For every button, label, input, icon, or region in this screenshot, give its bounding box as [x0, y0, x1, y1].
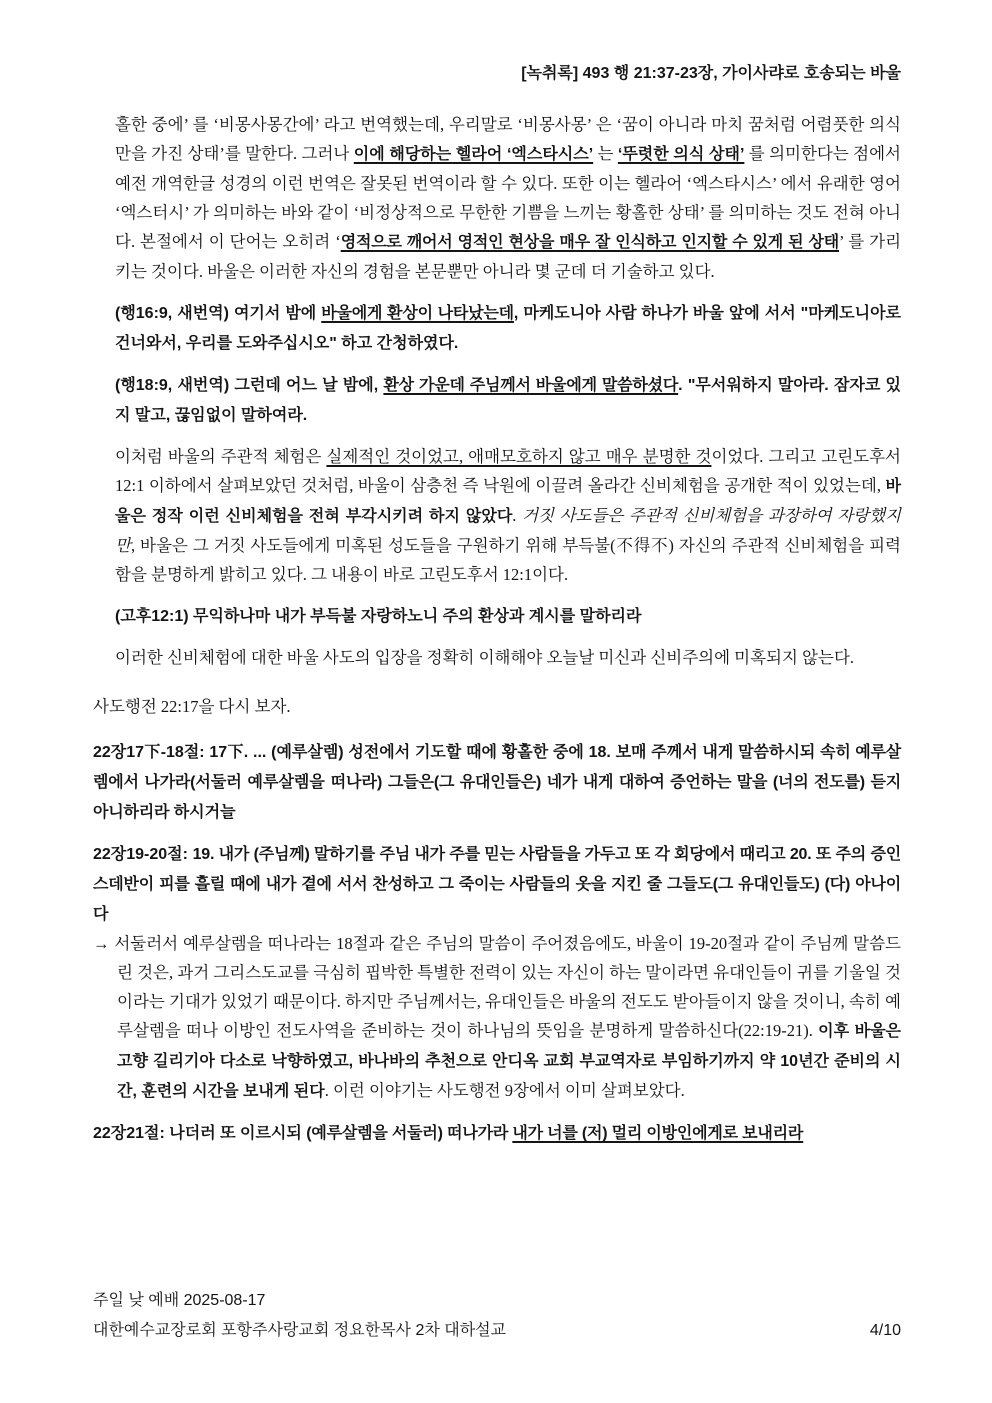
text-run: (고후12:1) 무익하나마 내가 부득불 자랑하노니 주의 환상과 계시를 말하리라	[115, 608, 642, 625]
text-run: 영적으로 깨어서 영적인 현상을 매우 잘 인식하고 인지할 수 있게 된 상태	[340, 234, 839, 251]
text-run: 이후 바울은 고향 길리기아 다소로 낙향하였고, 바나바의 추천으로 안디옥 교회 부교역자로 부임하기까지 약 10년간 준비의 시간, 훈련의 시간을 보내게 된다	[117, 1023, 901, 1100]
text-run: 그들은(그 유대인들은) 네가 내게 대하여 증언하는 말을 (너의 전도를) 듣지 아니하리라	[93, 774, 901, 821]
paragraph	[93, 929, 901, 1106]
text-run: 사도행전 22:17을 다시 보자.	[93, 697, 291, 716]
text-run: 를 의미한다는 점에서 예전 개역한글 성경의 이런 번역은 잘못된 번역이라 할 수 있다. 또한 이는 헬라어 ‘엑스타시스’ 에서 유래한 영어 ‘엑스터시’ 가 의미하는 바와 같이 ‘비정상적으로 무한한 기쁨을 느끼는 황홀한 상태’ 를 의미하는 것도 전혀 아니다. 본절에서 이 단어는 오히려 ‘	[115, 144, 901, 251]
paragraph	[93, 692, 901, 721]
text-run: 하시거늘	[169, 804, 236, 821]
paragraph	[93, 298, 901, 358]
paragraph	[93, 643, 901, 672]
text-run: 실제적인 것이었고, 애매모호하지 않고 매우 분명한 것	[326, 447, 712, 466]
text-run: ’ 를 가리키는 것이다. 바울은 이러한 자신의 경험을 본문뿐만 아니라 몇 군데 더 기술하고 있다.	[115, 232, 902, 281]
paragraph	[93, 601, 901, 631]
text-run: 22장21절:	[93, 1125, 170, 1142]
paragraph	[93, 1118, 901, 1148]
text-run: , 바울은 그 거짓 사도들에게 미혹된 성도들을 구원하기 위해 부득불(不得不) 자신의 주관적 신비체험을 피력함을 분명하게 밝히고 있다. 그 내용이 바로 고린도후서 12:1이다.	[115, 536, 901, 584]
text-run: 이러한 신비체험에 대한 바울 사도의 입장을 정확히 이해해야 오늘날 미신과 신비주의에 미혹되지 않는다.	[115, 648, 855, 667]
text-run: (행18:9, 새번역) 그런데 어느 날 밤에,	[115, 377, 384, 394]
header-title: [녹취록] 493 행 21:37-23장, 가이사랴로 호송되는 바울	[521, 65, 901, 82]
text-run: (행16:9, 새번역) 여기서 밤에	[115, 305, 322, 322]
text-run: . "무서워하지 말아라. 잠자코 있지 말고, 끊임없이 말하여라.	[115, 377, 902, 424]
text-run: 는	[593, 144, 618, 163]
paragraph	[93, 737, 901, 827]
text-run: 내가 너를 (저) 멀리 이방인에게로 보내리라	[512, 1125, 804, 1142]
text-run: →	[93, 934, 115, 953]
text-run: 속히 예루살렘에서 나가라	[93, 744, 901, 791]
text-run: 거짓 사도들은 주관적 신비체험을 과장하여 자랑했지만	[115, 506, 901, 555]
text-run: ‘뚜렷한 의식 상태’	[617, 146, 745, 163]
text-run: 바울은 정작 이런 신비체험을 전혀 부각시키려 하지 않았다	[115, 478, 901, 525]
footer-church: 대한예수교장로회 포항주사랑교회 정요한목사 2차 대하설교	[93, 1322, 507, 1339]
text-run: 바울에게 환상이 나타났는데	[321, 305, 514, 322]
text-run: 환상 가운데 주님께서 바울에게 말씀하셨다	[383, 377, 679, 394]
text-run: 22장19-20절:	[93, 846, 193, 863]
text-run: 홀한 중에’ 를 ‘비몽사몽간에’ 라고 번역했는데, 우리말로 ‘비몽사몽’ 은 ‘꿈이 아니라 마치 꿈처럼 어렴풋한 의식만을 가진 상태’를 말한다. 그러나	[115, 115, 901, 163]
text-run: 서둘러서 예루살렘을 떠나라는 18절과 같은 주님의 말씀이 주어졌음에도, 바울이 19-20절과 같이 주님께 말씀드린 것은, 과거 그리스도교를 극심히 핍박한 특별한 전력이 있는 자신이 하는 말이라면 유대인들이 귀를 기울일 것이라는 기대가 있었기 때문이다. 하지만 주님께서는, 유대인들은 바울의 전도도 받아들이지 않을 것이니, 속히 예루살렘을 떠나 이방인 전도사역을 준비하는 것이 하나님의 뜻임을 분명하게 말씀하신다(22:19-21).	[114, 934, 901, 1040]
text-run: .	[512, 506, 523, 525]
text-run: 22장17下-18절: 17下. ... (예루살렘) 성전에서 기도할 때에 황홀한 중에 18. 보매 주께서 내게 말씀하시되	[93, 744, 821, 761]
text-run: , 마케도니아 사람 하나가 바울 앞에 서서 "마케도니아로 건너와서, 우리를 도와주십시오" 하고 간청하였다.	[115, 305, 901, 352]
text-run: 이처럼 바울의 주관적 체험은	[115, 447, 327, 466]
text-run: 나더러 또 이르시되	[169, 1125, 307, 1142]
paragraph	[93, 110, 901, 286]
paragraph	[93, 442, 901, 589]
text-run: . 이런 이야기는 사도행전 9장에서 이미 살펴보았다.	[324, 1081, 685, 1100]
text-run: (서둘러 예루살렘을 떠나라)	[190, 774, 389, 791]
text-run: (예루살렘을 서둘러) 떠나가라	[306, 1125, 513, 1142]
text-run: 이에 해당하는 헬라어 ‘엑스타시스’	[353, 146, 594, 163]
text-run: 19. 내가 (주님께) 말하기를 주님 내가 주를 믿는 사람들을 가두고 또 각 회당에서 때리고 20. 또 주의 증인 스데반이 피를 흘릴 때에 내가 곁에 서서 찬성하고 그 죽이는 사람들의 옷을 지킨 줄 그들도(그 유대인들도) (다) 아나이다	[93, 846, 901, 923]
footer-line2	[93, 1316, 901, 1346]
footer-date: 주일 낮 예배 2025-08-17	[93, 1292, 266, 1309]
page-number: 4/10	[869, 1322, 901, 1339]
paragraph	[93, 839, 901, 929]
page-footer	[93, 1286, 901, 1346]
text-run: 이었다. 그리고 고린도후서 12:1 이하에서 살펴보았던 것처럼, 바울이 삼층천 즉 낙원에 이끌려 올라간 신비체험을 공개한 적이 있었는데,	[115, 447, 901, 495]
document-body	[93, 110, 901, 1148]
page-header	[93, 0, 901, 84]
paragraph	[93, 370, 901, 430]
